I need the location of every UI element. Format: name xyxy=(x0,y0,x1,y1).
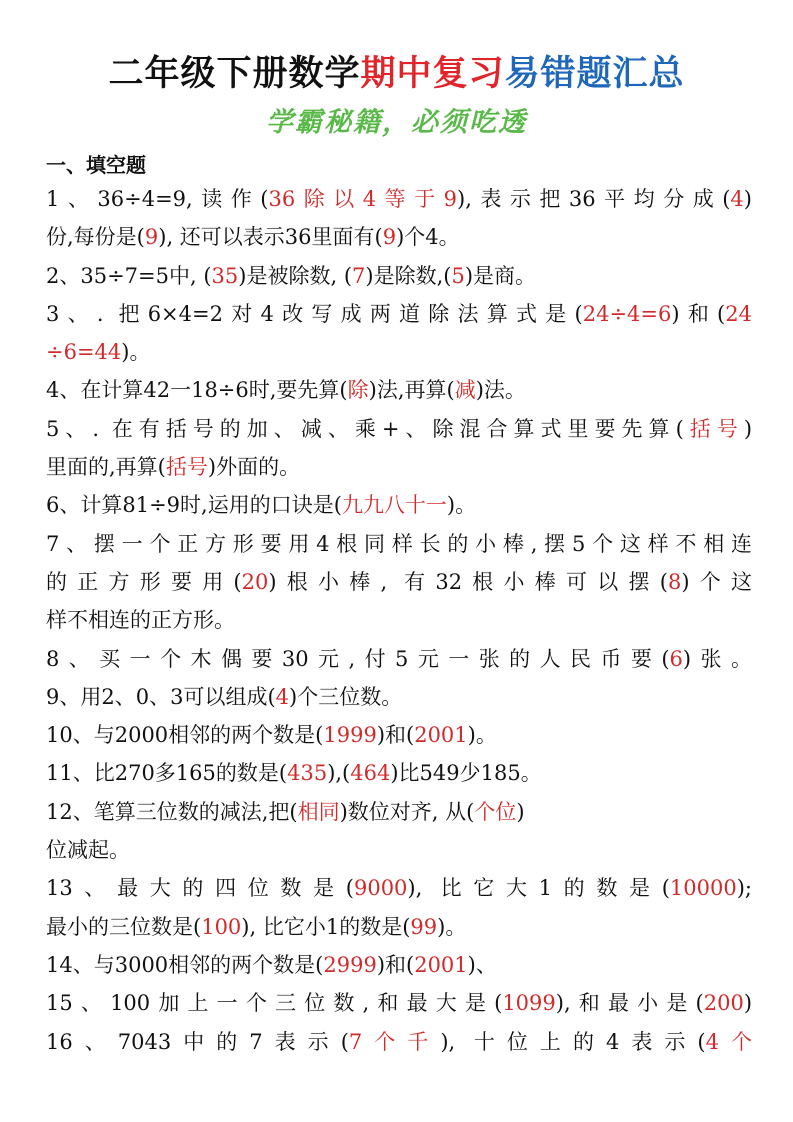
answer-text: 九九八十一 xyxy=(341,493,447,518)
question-text: 的正方形要用( xyxy=(46,569,242,594)
question-text: ) xyxy=(516,799,525,824)
question-line xyxy=(46,486,752,524)
question-line xyxy=(46,716,752,754)
question-line xyxy=(46,448,752,486)
question-text: ) xyxy=(743,416,752,441)
answer-text: 个位 xyxy=(474,799,517,824)
question-line xyxy=(46,984,752,1022)
question-line xyxy=(46,295,752,333)
answer-text: 2001 xyxy=(414,952,468,977)
question-line xyxy=(46,754,752,792)
question-text: 7、摆一个正方形要用4根同样长的小棒,摆5个这样不相连 xyxy=(46,531,752,556)
question-text: )。 xyxy=(467,723,497,748)
question-line xyxy=(46,601,752,639)
question-text: ),( xyxy=(327,761,351,786)
question-line xyxy=(46,563,752,601)
question-text: 11、比270多165的数是( xyxy=(46,761,288,786)
question-text: ),表示把36平均分成( xyxy=(457,187,731,211)
question-text: )是被除数, ( xyxy=(238,263,353,288)
answer-text: 24÷4=6 xyxy=(582,301,672,326)
question-line xyxy=(46,180,752,218)
question-text: ), 比它大1的数是( xyxy=(407,876,670,901)
question-line xyxy=(46,831,752,869)
question-text: )是商。 xyxy=(464,263,537,288)
question-line xyxy=(46,640,752,678)
question-line xyxy=(46,793,752,831)
question-text: ) xyxy=(743,991,752,1016)
question-text: 8、买一个木偶要30元,付5元一张的人民币要( xyxy=(46,646,670,671)
answer-text: 2999 xyxy=(323,952,377,977)
question-line xyxy=(46,678,752,716)
question-text: 最小的三位数是( xyxy=(46,914,202,939)
title-part-2: 期中复习 xyxy=(360,54,505,94)
question-text: )张。 xyxy=(682,646,752,671)
answer-text: 2001 xyxy=(414,723,468,748)
question-line xyxy=(46,333,752,371)
answer-text: 4个 xyxy=(705,1029,752,1054)
answer-text: 20 xyxy=(241,569,269,594)
question-text: )。 xyxy=(437,914,467,939)
answer-text: 200 xyxy=(703,991,744,1016)
answer-text: 7个千 xyxy=(348,1029,441,1054)
question-text: 13、最大的四位数是( xyxy=(46,876,354,901)
question-text: 3、. 把6×4=2对4改写成两道除法算式是( xyxy=(46,301,583,326)
answer-text: 1999 xyxy=(323,723,377,748)
answer-text: 括号 xyxy=(683,416,744,441)
question-line xyxy=(46,410,752,448)
question-list xyxy=(46,180,752,1061)
answer-text: 36除以4等于9 xyxy=(268,187,457,211)
answer-text: 除 xyxy=(347,378,369,403)
question-text: 里面的,再算( xyxy=(46,455,166,480)
question-text: ), 还可以表示36里面有( xyxy=(158,225,383,250)
title-part-3: 易错题汇总 xyxy=(504,54,685,94)
question-text: 位减起。 xyxy=(46,838,130,863)
question-line xyxy=(46,525,752,563)
question-line xyxy=(46,218,752,256)
question-text: )数位对齐, 从( xyxy=(339,799,475,824)
question-text: )和( xyxy=(376,723,415,748)
question-text: )。 xyxy=(121,340,151,365)
question-text: )个三位数。 xyxy=(289,684,403,709)
question-text: 份,每份是( xyxy=(46,225,145,250)
answer-text: 7 xyxy=(352,263,366,288)
answer-text: 相同 xyxy=(297,799,340,824)
page-subtitle: 学霸秘籍，必须吃透 xyxy=(266,107,527,138)
answer-text: 9 xyxy=(144,225,159,250)
answer-text: 435 xyxy=(287,761,328,786)
question-text: )法,再算( xyxy=(368,378,455,403)
question-line xyxy=(46,371,752,409)
answer-text: 5 xyxy=(451,263,465,288)
answer-text: 100 xyxy=(201,914,242,939)
question-line xyxy=(46,869,752,907)
question-line xyxy=(46,257,752,295)
question-text: 9、用2、0、3可以组成( xyxy=(46,684,276,709)
answer-text: 464 xyxy=(350,761,391,786)
question-text: )个4。 xyxy=(396,225,460,250)
question-text: 1、36÷4=9,读作( xyxy=(46,187,269,211)
answer-text: 4 xyxy=(275,684,290,709)
question-text: 4、在计算42一18÷6时,要先算( xyxy=(46,378,348,403)
answer-text: 24 xyxy=(725,301,752,326)
question-text: ) xyxy=(743,187,752,211)
question-text: )法。 xyxy=(475,378,526,403)
question-text: )、 xyxy=(467,952,497,977)
answer-text: 9000 xyxy=(353,876,408,901)
answer-text: 减 xyxy=(454,378,476,403)
question-text: ), 十位上的4表示( xyxy=(440,1029,706,1054)
question-text: 10、与2000相邻的两个数是( xyxy=(46,723,324,748)
answer-text: 4 xyxy=(730,187,744,211)
section-heading: 一、填空题 xyxy=(46,153,146,177)
question-line xyxy=(46,1023,752,1061)
answer-text: 括号 xyxy=(165,455,208,480)
question-text: ), 比它小1的数是( xyxy=(241,914,411,939)
answer-text: 8 xyxy=(667,569,682,594)
answer-text: 9 xyxy=(382,225,397,250)
question-text: 样不相连的正方形。 xyxy=(46,608,235,633)
question-text: 2、35÷7=5中, ( xyxy=(46,263,212,288)
answer-text: 35 xyxy=(211,263,239,288)
answer-text: 10000 xyxy=(669,876,737,901)
question-text: 15、100加上一个三位数,和最大是( xyxy=(46,991,503,1016)
question-text: )外面的。 xyxy=(207,455,301,480)
question-text: 16、7043中的7表示( xyxy=(46,1029,349,1054)
answer-text: 6 xyxy=(669,646,683,671)
question-text: )和( xyxy=(376,952,415,977)
question-text: )是除数,( xyxy=(365,263,452,288)
question-text: 12、笔算三位数的减法,把( xyxy=(46,799,298,824)
question-text: )个这 xyxy=(681,569,752,594)
answer-text: 99 xyxy=(410,914,438,939)
question-text: )比549少185。 xyxy=(390,761,542,786)
question-text: ); xyxy=(736,876,752,901)
title-part-1: 二年级下册数学 xyxy=(108,54,361,94)
question-line xyxy=(46,946,752,984)
question-text: 14、与3000相邻的两个数是( xyxy=(46,952,324,977)
page-title xyxy=(0,46,793,96)
question-text: )。 xyxy=(446,493,477,518)
question-text: )根小棒, 有32根小棒可以摆( xyxy=(268,569,668,594)
question-text: 5、. 在有括号的加、减、乘+、除混合算式里要先算( xyxy=(46,416,684,441)
question-text: 6、计算81÷9时,运用的口诀是( xyxy=(46,493,342,518)
question-line xyxy=(46,908,752,946)
answer-text: ÷6=44 xyxy=(46,340,122,365)
question-text: )和( xyxy=(671,301,726,326)
question-text: ),和最小是( xyxy=(555,991,704,1016)
answer-text: 1099 xyxy=(502,991,556,1016)
